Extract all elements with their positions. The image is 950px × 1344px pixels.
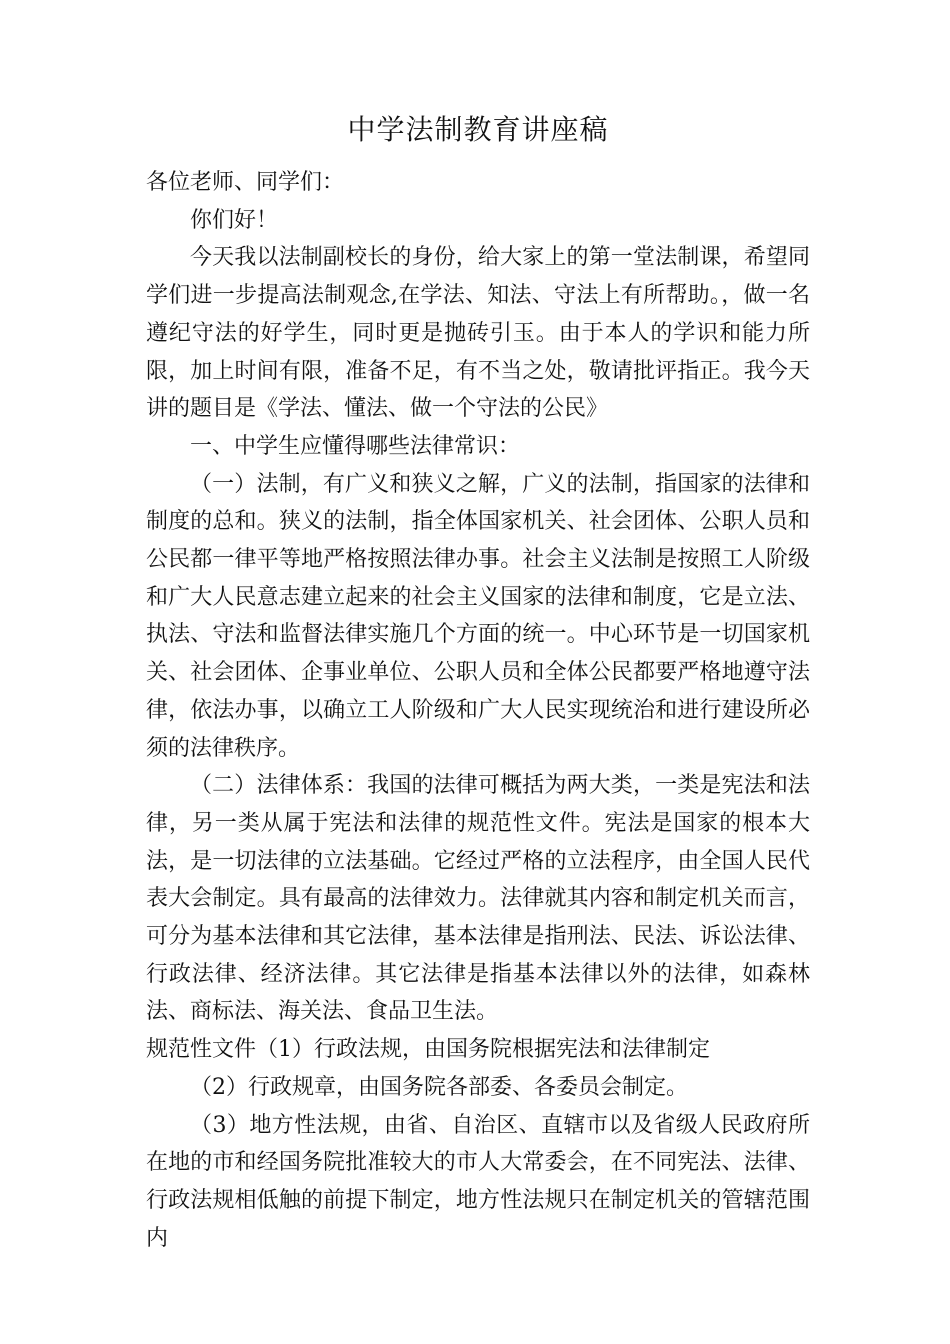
document-page xyxy=(146,108,810,1257)
paragraph-legal-system-structure: （二）法律体系：我国的法律可概括为两大类，一类是宪法和法律，另一类从属于宪法和法律的规范性文件。宪法是国家的根本大法，是一切法律的立法基础。它经过严格的立法程序，由全国人民代表大会制定。具有最高的法律效力。法律就其内容和制定机关而言，可分为基本法律和其它法律，基本法律是指刑法、民法、诉讼法律、行政法律、经济法律。其它法律是指基本法律以外的法律，如森林法、商标法、海关法、食品卫生法。 xyxy=(146,773,810,1025)
paragraph-normative-docs: 规范性文件（1）行政法规，由国务院根据宪法和法律制定 xyxy=(146,1037,710,1063)
intro-paragraph: 今天我以法制副校长的身份，给大家上的第一堂法制课，希望同学们进一步提高法制观念,在学法、知法、守法上有所帮助。，做一名遵纪守法的好学生，同时更是抛砖引玉。由于本人的学识和能力所限，加上时间有限，准备不足，有不当之处，敬请批评指正。我今天讲的题目是《学法、懂法、做一个守法的公民》 xyxy=(146,245,810,422)
section-heading: 一、中学生应懂得哪些法律常识： xyxy=(190,433,521,459)
greeting: 各位老师、同学们： xyxy=(146,170,345,195)
document-title: 中学法制教育讲座稿 xyxy=(347,113,609,146)
paragraph-admin-rules: （2）行政规章，由国务院各部委、各委员会制定。 xyxy=(190,1074,688,1100)
salutation: 你们好！ xyxy=(190,207,279,233)
paragraph-local-regulations: （3）地方性法规，由省、自治区、直辖市以及省级人民政府所在地的市和经国务院批准较大的市人大常委会，在不同宪法、法律、行政法规相低触的前提下制定，地方性法规只在制定机关的管辖范围内 xyxy=(146,1112,810,1251)
paragraph-legal-system-definition: （一）法制，有广义和狭义之解，广义的法制，指国家的法律和制度的总和。狭义的法制，指全体国家机关、社会团体、公职人员和公民都一律平等地严格按照法律办事。社会主义法制是按照工人阶级和广大人民意志建立起来的社会主义国家的法律和制度，它是立法、执法、守法和监督法律实施几个方面的统一。中心环节是一切国家机关、社会团体、企事业单位、公职人员和全体公民都要严格地遵守法律，依法办事，以确立工人阶级和广大人民实现统治和进行建设所必须的法律秩序。 xyxy=(146,471,810,761)
